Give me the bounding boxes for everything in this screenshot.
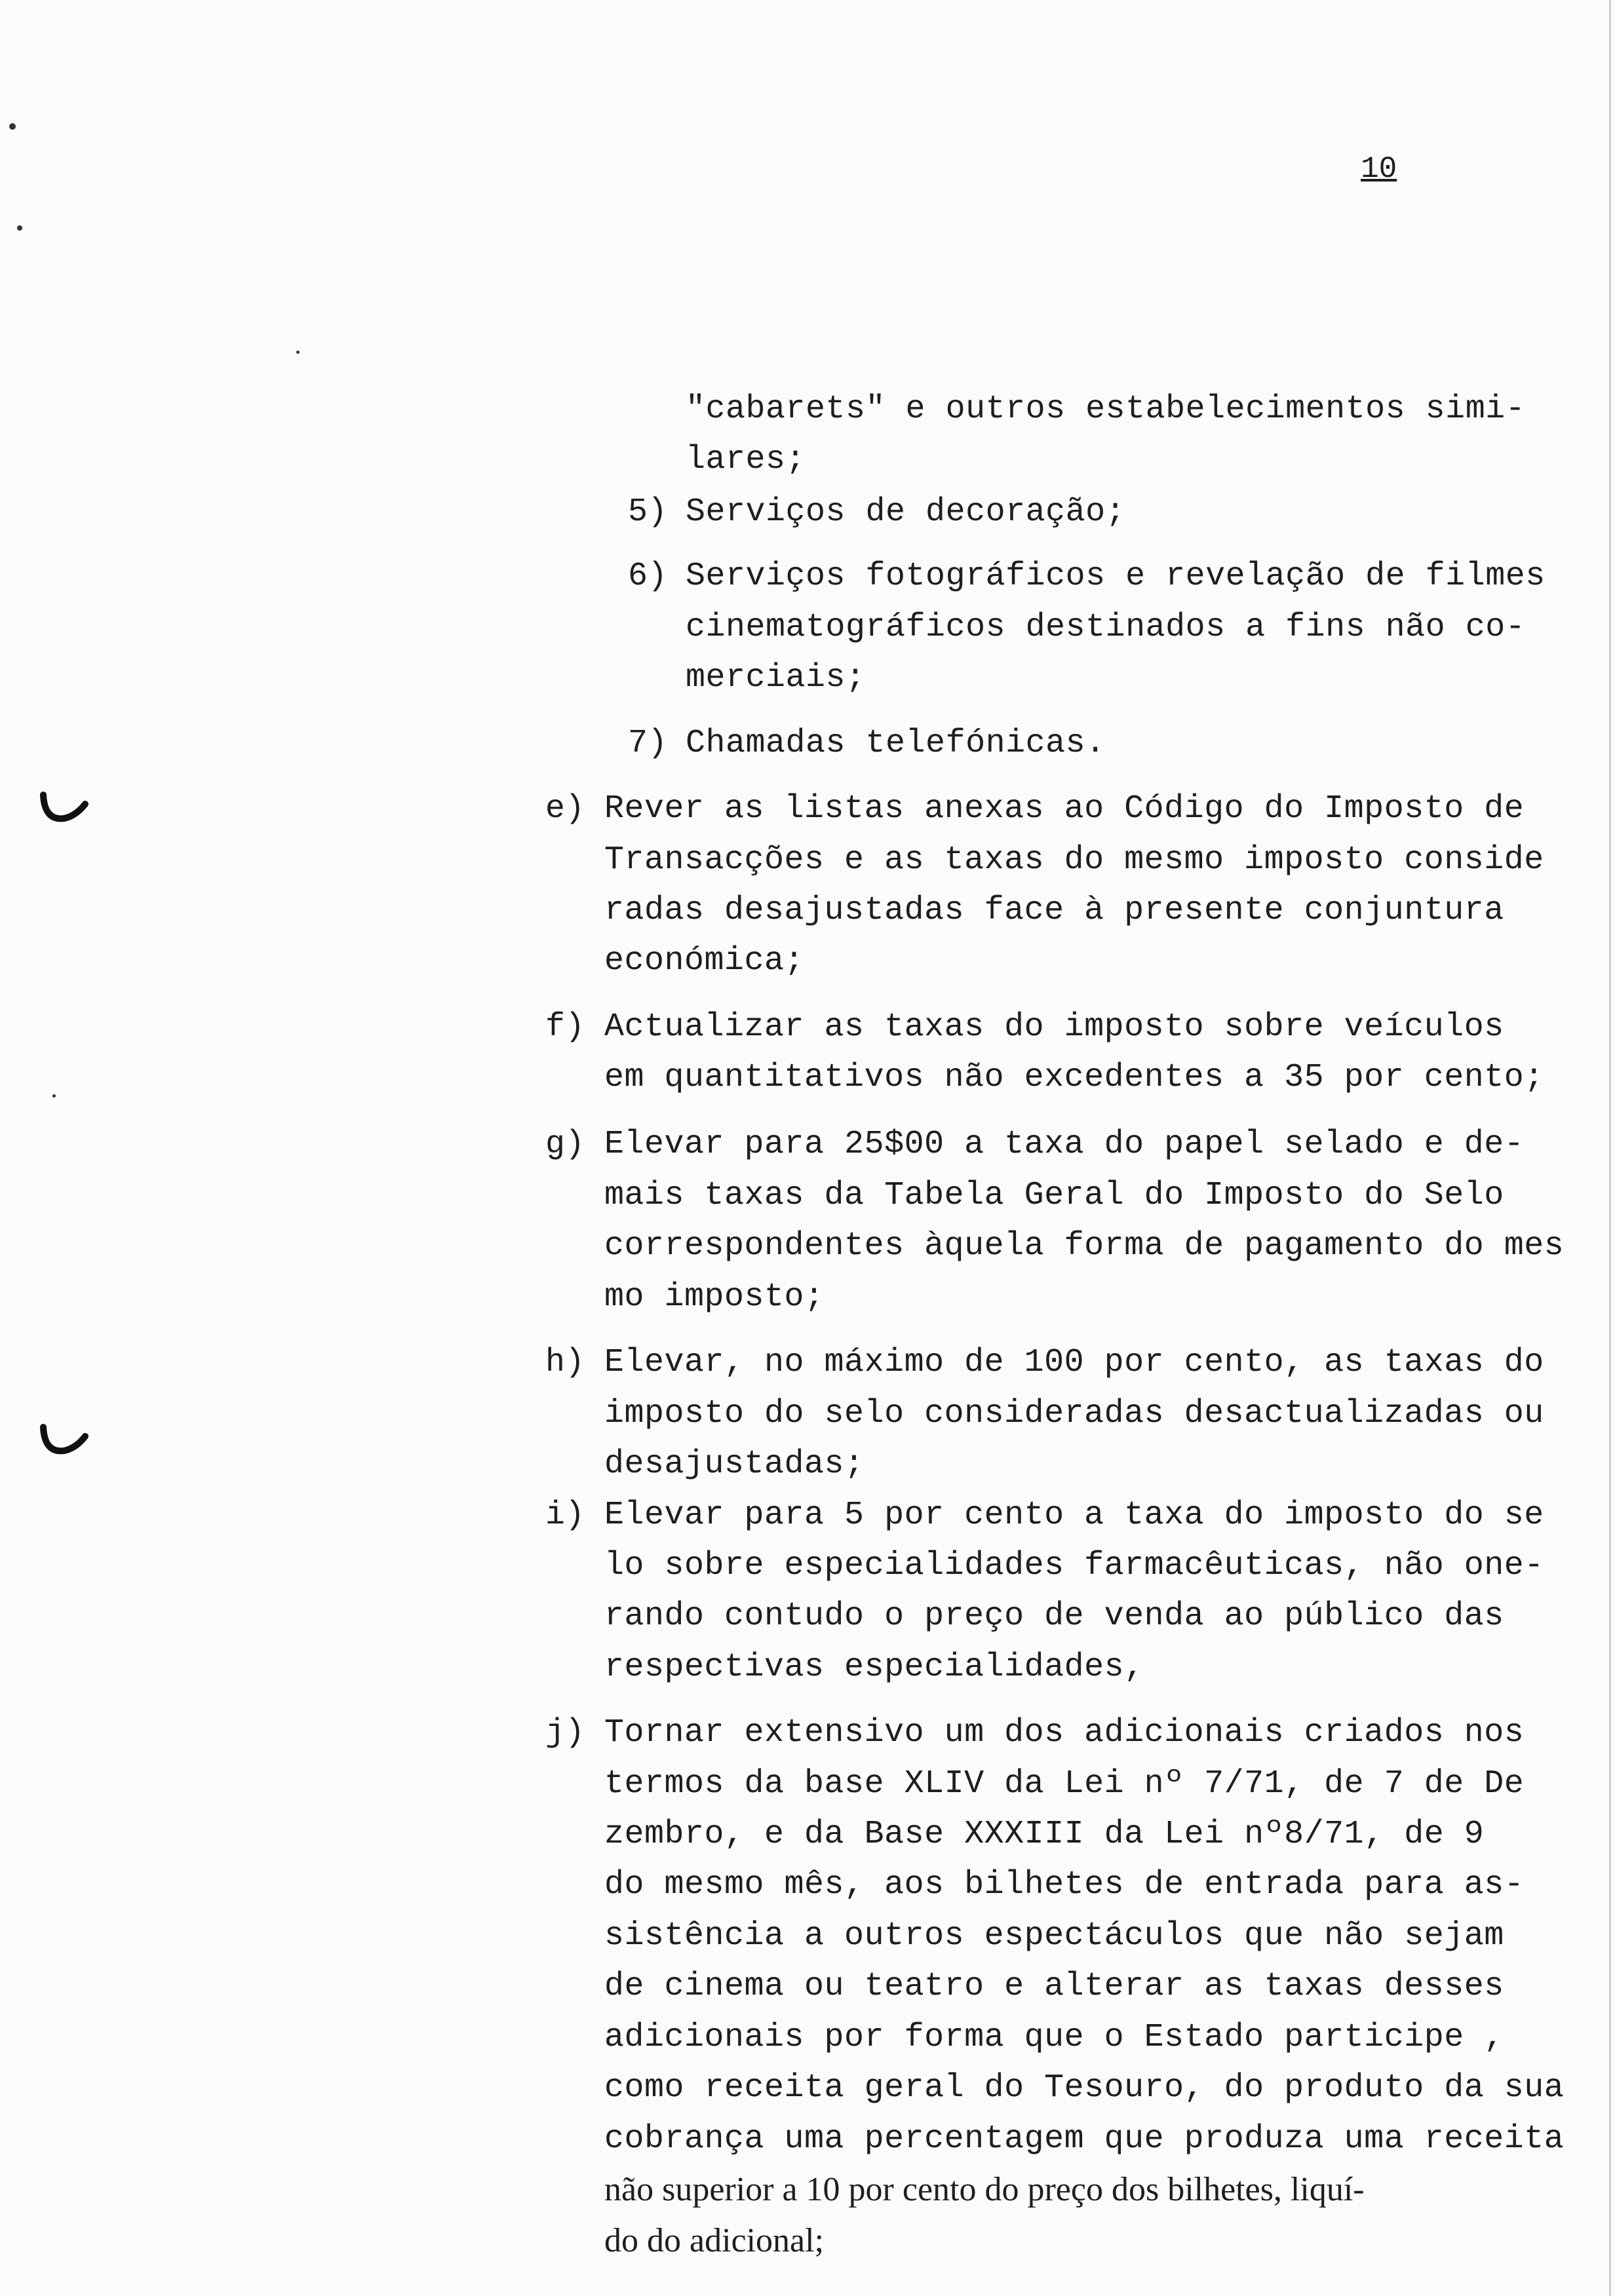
page-edge-line xyxy=(1609,0,1611,2296)
ink-speck xyxy=(296,351,300,354)
item-letter: j) xyxy=(545,1714,585,1751)
sub-item-number: 7) xyxy=(628,725,668,762)
item-line: mo imposto; xyxy=(604,1278,825,1316)
item-line: Tornar extensivo um dos adicionais criados nos xyxy=(604,1714,1525,1751)
item-line: económica; xyxy=(604,942,805,980)
continuation-line: lares; xyxy=(686,441,806,478)
item-letter: e) xyxy=(545,790,585,828)
ink-speck xyxy=(9,123,16,130)
item-line: lo sobre especialidades farmacêuticas, não one- xyxy=(604,1547,1544,1584)
sub-item-line: Serviços fotográficos e revelação de filmes xyxy=(686,558,1546,595)
ink-speck xyxy=(52,1094,56,1098)
item-line: Actualizar as taxas do imposto sobre veículos xyxy=(604,1008,1504,1046)
item-line: sistência a outros espectáculos que não sejam xyxy=(604,1917,1504,1955)
item-line: rando contudo o preço de venda ao público das xyxy=(604,1598,1504,1635)
item-line: Rever as listas anexas ao Código do Imposto de xyxy=(604,790,1525,828)
item-line: do do adicional; xyxy=(604,2222,825,2259)
punch-mark-top xyxy=(38,790,90,829)
item-line: correspondentes àquela forma de pagamento do mes xyxy=(604,1227,1565,1265)
sub-item-line: cinematográficos destinados a fins não co- xyxy=(686,609,1526,646)
ink-speck xyxy=(17,225,22,231)
item-line: imposto do selo consideradas desactualizadas ou xyxy=(604,1395,1544,1432)
item-letter: g) xyxy=(545,1126,585,1163)
item-line: Transacções e as taxas do mesmo imposto conside xyxy=(604,841,1544,879)
sub-item-number: 6) xyxy=(628,558,668,595)
item-line: zembro, e da Base XXXIII da Lei nº8/71, de 9 xyxy=(604,1816,1485,1853)
item-line: de cinema ou teatro e alterar as taxas desses xyxy=(604,1968,1504,2005)
item-line: em quantitativos não excedentes a 35 por cento; xyxy=(604,1059,1544,1096)
item-line: desajustadas; xyxy=(604,1445,865,1483)
item-line: como receita geral do Tesouro, do produto da sua xyxy=(604,2069,1565,2107)
item-line: radas desajustadas face à presente conjuntura xyxy=(604,892,1504,929)
item-line: Elevar para 5 por cento a taxa do imposto do se xyxy=(604,1497,1544,1534)
sub-item-line: Serviços de decoração; xyxy=(686,493,1126,531)
item-line: Elevar, no máximo de 100 por cento, as taxas do xyxy=(604,1344,1544,1381)
punch-mark-bottom xyxy=(38,1422,90,1461)
sub-item-line: Chamadas telefónicas. xyxy=(686,725,1106,762)
sub-item-number: 5) xyxy=(628,493,668,531)
item-line: Elevar para 25$00 a taxa do papel selado e de- xyxy=(604,1126,1525,1163)
item-line: não superior a 10 por cento do preço dos bilhetes, liquí- xyxy=(604,2171,1365,2208)
item-line: adicionais por forma que o Estado participe , xyxy=(604,2019,1504,2056)
item-letter: i) xyxy=(545,1497,585,1534)
item-line: respectivas especialidades, xyxy=(604,1649,1144,1686)
page-number: 10 xyxy=(1361,152,1397,186)
item-line: cobrança uma percentagem que produza uma receita xyxy=(604,2120,1565,2158)
item-line: do mesmo mês, aos bilhetes de entrada para as- xyxy=(604,1866,1525,1904)
continuation-line: "cabarets" e outros estabelecimentos simi- xyxy=(686,391,1526,428)
item-line: termos da base XLIV da Lei nº 7/71, de 7 de De xyxy=(604,1765,1525,1803)
item-letter: f) xyxy=(545,1008,585,1046)
item-letter: h) xyxy=(545,1344,585,1381)
sub-item-line: merciais; xyxy=(686,659,866,697)
item-line: mais taxas da Tabela Geral do Imposto do Selo xyxy=(604,1177,1504,1214)
